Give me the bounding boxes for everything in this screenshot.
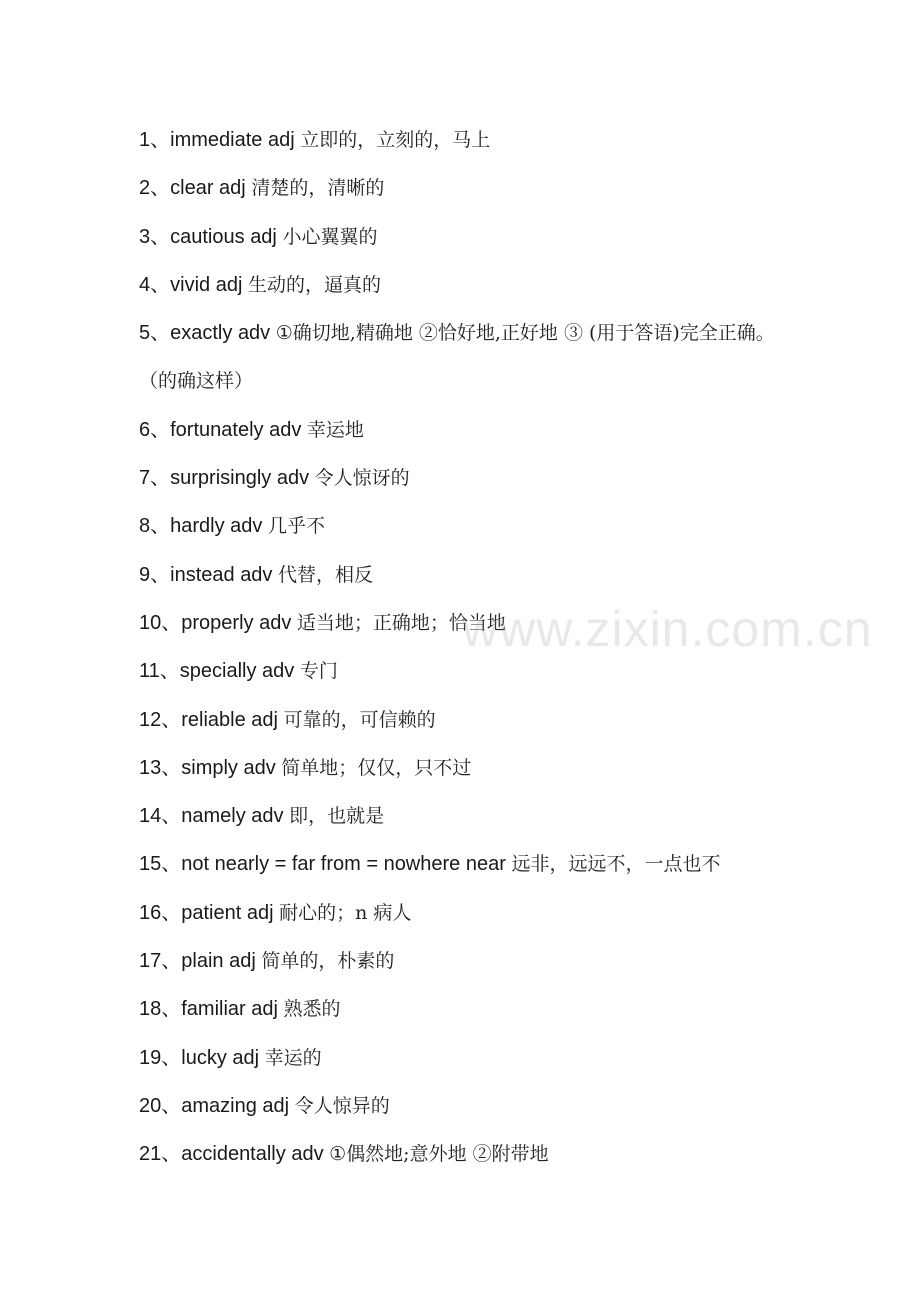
vocab-entry xyxy=(139,647,799,695)
entry-word: clear xyxy=(170,177,214,200)
vocab-entry xyxy=(139,744,799,792)
vocab-entry xyxy=(139,164,799,212)
entry-word: immediate xyxy=(170,129,263,151)
entry-number: 15、 xyxy=(139,853,182,876)
entry-meaning: 远非，远远不，一点也不 xyxy=(511,853,721,876)
vocab-entry xyxy=(139,261,799,309)
entry-part-of-speech: adv xyxy=(240,563,273,586)
entry-word: instead xyxy=(170,563,235,586)
entry-meaning: 可靠的，可信赖的 xyxy=(283,708,436,731)
entry-meaning: 简单地；仅仅，只不过 xyxy=(281,756,472,779)
entry-number: 19、 xyxy=(139,1046,182,1069)
entry-part-of-speech: adj xyxy=(232,1046,260,1069)
entry-meaning: 幸运的 xyxy=(264,1046,322,1069)
entry-meaning: 适当地；正确地；恰当地 xyxy=(296,611,506,634)
entry-part-of-speech: adj xyxy=(229,950,256,973)
entry-meaning: 耐心的；n 病人 xyxy=(279,901,412,924)
entry-number: 20、 xyxy=(139,1094,182,1117)
entry-part-of-speech: adj xyxy=(215,273,243,296)
vocab-entry xyxy=(139,1130,799,1178)
vocab-entry xyxy=(139,889,799,937)
vocab-entry xyxy=(139,792,799,840)
entry-meaning: 令人惊讶的 xyxy=(314,467,410,490)
vocab-entry xyxy=(139,840,799,888)
entry-number: 17、 xyxy=(139,950,182,973)
entry-word: hardly xyxy=(170,515,225,538)
entry-number: 18、 xyxy=(139,998,182,1021)
entry-word: fortunately xyxy=(170,418,264,441)
vocab-entry xyxy=(139,551,799,599)
entry-word: surprisingly xyxy=(170,467,272,490)
entry-part-of-speech: adv xyxy=(243,756,276,779)
entry-meaning: 生动的，逼真的 xyxy=(247,273,381,296)
entry-number: 3、 xyxy=(139,225,171,248)
entry-meaning: 清楚的，清晰的 xyxy=(251,177,385,200)
vocab-entry xyxy=(139,1034,799,1082)
entry-word: accidentally xyxy=(181,1143,286,1166)
entry-part-of-speech: adj xyxy=(250,225,277,248)
entry-meaning: 令人惊异的 xyxy=(294,1094,390,1117)
entry-number: 8、 xyxy=(139,515,171,538)
watermark: www.zixin.com.cn xyxy=(462,601,873,657)
entry-part-of-speech: adj xyxy=(251,998,278,1021)
entry-part-of-speech: adj xyxy=(251,708,278,731)
entry-part-of-speech: adv xyxy=(269,418,302,441)
entry-word: namely xyxy=(181,805,246,828)
entry-part-of-speech: adj xyxy=(219,177,246,200)
vocab-entry xyxy=(139,599,799,647)
entry-part-of-speech: adv xyxy=(262,660,295,683)
entry-meaning: 代替，相反 xyxy=(278,563,374,586)
entry-part-of-speech: adj xyxy=(262,1094,290,1117)
entry-word: amazing xyxy=(181,1094,257,1117)
entry-number: 11、 xyxy=(139,660,180,683)
entry-word: familiar xyxy=(181,998,246,1021)
entry-number: 9、 xyxy=(139,563,171,586)
vocab-entry xyxy=(139,213,799,261)
entry-meaning: 简单的，朴素的 xyxy=(261,950,395,973)
entry-word: lucky xyxy=(181,1046,227,1069)
entry-part-of-speech: adv xyxy=(259,611,292,634)
entry-number: 5、 xyxy=(139,322,171,345)
entry-number: 14、 xyxy=(139,805,182,828)
vocab-entry xyxy=(139,937,799,985)
entry-part-of-speech: adv xyxy=(276,467,310,490)
entry-number: 21、 xyxy=(139,1143,182,1166)
vocab-entry xyxy=(139,696,799,744)
entry-word: exactly xyxy=(170,322,233,345)
entry-meaning: 小心翼翼的 xyxy=(282,225,378,248)
entry-word: reliable xyxy=(181,708,246,731)
vocab-entry xyxy=(139,116,799,164)
entry-part-of-speech: adv xyxy=(251,805,284,828)
entry-part-of-speech: adv xyxy=(230,515,263,538)
entry-meaning: 专门 xyxy=(299,660,338,683)
entry-word: plain xyxy=(181,950,224,973)
entry-number: 2、 xyxy=(139,177,171,200)
entry-meaning: 立即的，立刻的，马上 xyxy=(300,129,491,151)
entry-part-of-speech: adj xyxy=(246,901,274,924)
entry-meaning: 即，也就是 xyxy=(289,805,385,828)
entry-part-of-speech: adv xyxy=(291,1143,324,1166)
entry-word: simply xyxy=(181,756,238,779)
vocab-entry xyxy=(139,309,799,406)
vocabulary-list xyxy=(139,116,799,1179)
entry-meaning: ①确切地,精确地 ②恰好地,正好地 ③ (用于答语)完全正确。（的确这样） xyxy=(139,322,775,393)
vocab-entry xyxy=(139,406,799,454)
entry-number: 10、 xyxy=(139,611,182,634)
vocab-entry xyxy=(139,1082,799,1130)
vocab-entry xyxy=(139,502,799,550)
entry-meaning: 幸运地 xyxy=(306,418,364,441)
entry-meaning: 熟悉的 xyxy=(283,998,341,1021)
entry-meaning: ①偶然地;意外地 ②附带地 xyxy=(329,1143,549,1166)
entry-part-of-speech: adj xyxy=(267,129,295,151)
entry-word: properly xyxy=(181,611,254,634)
entry-number: 13、 xyxy=(139,756,182,779)
vocab-entry xyxy=(139,985,799,1033)
entry-word: vivid xyxy=(170,273,211,296)
entry-number: 1、 xyxy=(139,129,171,151)
entry-number: 6、 xyxy=(139,418,171,441)
entry-word: patient xyxy=(181,901,242,924)
entry-number: 12、 xyxy=(139,708,182,731)
entry-number: 4、 xyxy=(139,273,171,296)
entry-word: not nearly = far from = nowhere near xyxy=(181,853,506,876)
entry-part-of-speech: adv xyxy=(237,322,271,345)
entry-meaning: 几乎不 xyxy=(267,515,325,538)
entry-number: 7、 xyxy=(139,467,171,490)
entry-number: 16、 xyxy=(139,901,182,924)
entry-word: specially xyxy=(179,660,257,683)
vocab-entry xyxy=(139,454,799,502)
entry-word: cautious xyxy=(170,225,245,248)
